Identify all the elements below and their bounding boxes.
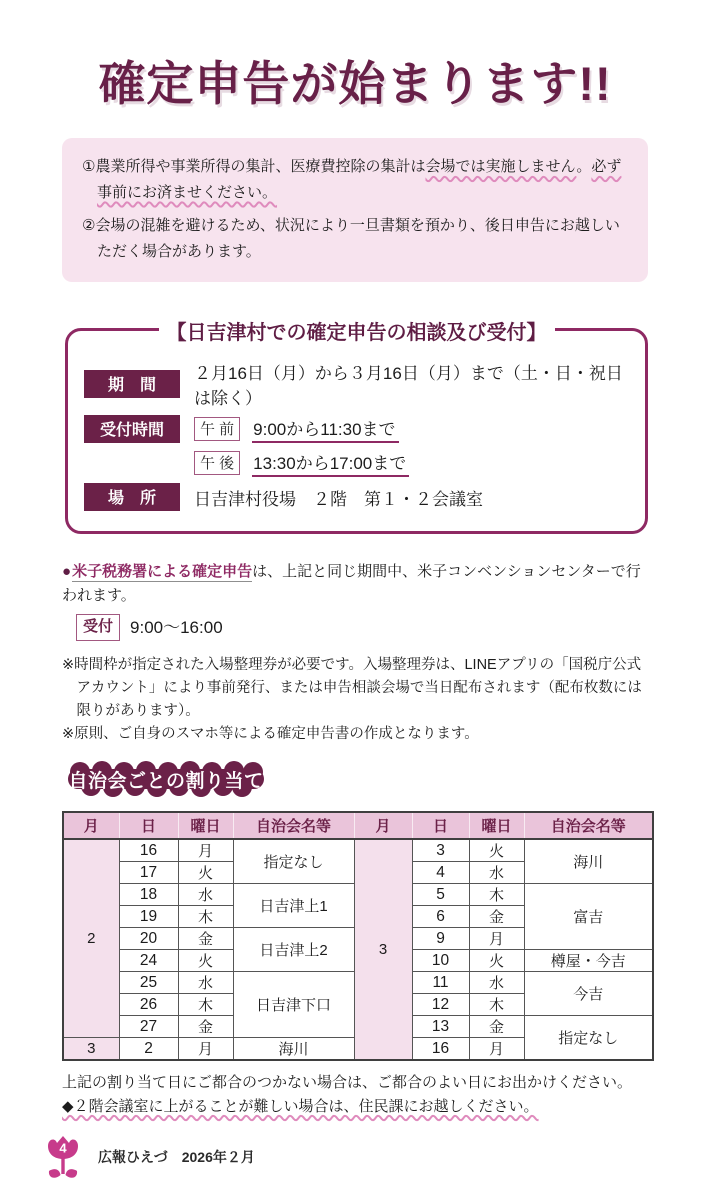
weekday-cell: 火 bbox=[178, 862, 233, 884]
yonago-lead bbox=[62, 560, 654, 608]
period-value: ２月16日（月）から３月16日（月）まで（土・日・祝日は除く） bbox=[194, 364, 623, 409]
notice-item-1-marker: ① bbox=[82, 158, 96, 176]
weekday-cell: 火 bbox=[178, 950, 233, 972]
consultation-box-title: 【日吉津村での確定申告の相談及び受付】 bbox=[159, 316, 555, 345]
assignment-table bbox=[62, 811, 654, 1061]
association-cell: 指定なし bbox=[524, 1016, 653, 1061]
day-cell: 16 bbox=[412, 1038, 469, 1061]
table-header-cell: 自治会名等 bbox=[524, 812, 653, 839]
month-cell: 2 bbox=[63, 839, 119, 1038]
day-cell: 20 bbox=[119, 928, 178, 950]
notice-item-2 bbox=[82, 213, 628, 264]
day-cell: 27 bbox=[119, 1016, 178, 1038]
weekday-cell: 金 bbox=[178, 1016, 233, 1038]
weekday-cell: 木 bbox=[178, 994, 233, 1016]
place-value: 日吉津村役場 ２階 第１・２会議室 bbox=[194, 489, 483, 509]
day-cell: 6 bbox=[412, 906, 469, 928]
page-footer bbox=[46, 1134, 710, 1181]
notice-item-1-emphasis-1: 会場では実施しません bbox=[425, 158, 577, 176]
page-number: 4 bbox=[59, 1140, 67, 1156]
am-hours-value: 9:00から11:30まで bbox=[252, 415, 398, 443]
yonago-tax-office-section bbox=[62, 560, 654, 746]
table-header-cell: 曜日 bbox=[178, 812, 233, 839]
association-cell: 今吉 bbox=[524, 972, 653, 1016]
place-label: 場 所 bbox=[84, 483, 180, 511]
notice-box bbox=[62, 138, 648, 282]
association-cell: 日吉津上1 bbox=[233, 884, 354, 928]
notice-item-1 bbox=[82, 154, 628, 205]
day-cell: 11 bbox=[412, 972, 469, 994]
table-header-cell: 月 bbox=[63, 812, 119, 839]
yonago-note-1: ※時間枠が指定された入場整理券が必要です。入場整理券は、LINEアプリの「国税庁公式アカウント」により事前発行、または申告相談会場で当日配布されます（配布枚数には限りがあります）。 bbox=[62, 656, 642, 719]
weekday-cell: 月 bbox=[469, 1038, 524, 1061]
notice-item-1-period: 。 bbox=[576, 158, 592, 176]
bullet-icon: ● bbox=[62, 563, 72, 581]
association-cell: 日吉津下口 bbox=[233, 972, 354, 1038]
association-cell: 指定なし bbox=[233, 839, 354, 884]
newsletter-page bbox=[0, 56, 710, 1166]
table-header-cell: 月 bbox=[354, 812, 412, 839]
publication-name: 広報ひえづ 2026年２月 bbox=[98, 1149, 255, 1166]
yonago-lead-text: は、上記と同じ期間中、米子コンベンションセンターで行われます。 bbox=[62, 563, 641, 605]
day-cell: 12 bbox=[412, 994, 469, 1016]
notice-item-1-emphasis-2: 必ず事前にお済ませください。 bbox=[97, 158, 622, 201]
weekday-cell: 水 bbox=[178, 884, 233, 906]
weekday-cell: 月 bbox=[178, 1038, 233, 1061]
hours-label: 受付時間 bbox=[84, 415, 180, 443]
assignment-section-title: 自治会ごとの割り当て bbox=[68, 770, 264, 792]
day-cell: 10 bbox=[412, 950, 469, 972]
association-cell: 海川 bbox=[233, 1038, 354, 1061]
day-cell: 3 bbox=[412, 839, 469, 862]
yonago-notes bbox=[62, 654, 654, 747]
consultation-box bbox=[65, 322, 648, 534]
period-row bbox=[84, 359, 629, 409]
weekday-cell: 火 bbox=[469, 950, 524, 972]
bottom-note-1: 上記の割り当て日にご都合のつかない場合は、ご都合のよい日にお出かけください。 bbox=[62, 1074, 633, 1092]
weekday-cell: 月 bbox=[178, 839, 233, 862]
yonago-lead-emphasis: 米子税務署による確定申告 bbox=[72, 563, 253, 581]
assignment-table-head bbox=[63, 812, 653, 839]
reception-tag: 受付 bbox=[76, 614, 120, 641]
notice-item-2-marker: ② bbox=[82, 217, 96, 235]
weekday-cell: 水 bbox=[469, 862, 524, 884]
weekday-cell: 水 bbox=[178, 972, 233, 994]
association-cell: 富吉 bbox=[524, 884, 653, 950]
weekday-cell: 金 bbox=[178, 928, 233, 950]
weekday-cell: 水 bbox=[469, 972, 524, 994]
association-cell: 海川 bbox=[524, 839, 653, 884]
bottom-notes bbox=[62, 1071, 710, 1118]
day-cell: 16 bbox=[119, 839, 178, 862]
pm-tag: 午 後 bbox=[194, 451, 240, 475]
hours-am-row bbox=[84, 415, 629, 443]
table-header-cell: 日 bbox=[412, 812, 469, 839]
day-cell: 2 bbox=[119, 1038, 178, 1061]
day-cell: 13 bbox=[412, 1016, 469, 1038]
bottom-note-2: ◆２階会議室に上がることが難しい場合は、住民課にお越しください。 bbox=[62, 1097, 539, 1115]
weekday-cell: 金 bbox=[469, 1016, 524, 1038]
period-label: 期 間 bbox=[84, 370, 180, 398]
page-title: 確定申告が始まります!! bbox=[98, 57, 612, 110]
month-cell: 3 bbox=[354, 839, 412, 1060]
assignment-section-badge bbox=[64, 760, 268, 798]
pm-hours-value: 13:30から17:00まで bbox=[252, 449, 409, 477]
association-cell: 樽屋・今吉 bbox=[524, 950, 653, 972]
day-cell: 19 bbox=[119, 906, 178, 928]
weekday-cell: 木 bbox=[469, 994, 524, 1016]
tulip-page-number-icon bbox=[46, 1134, 80, 1181]
table-row bbox=[63, 839, 653, 862]
weekday-cell: 木 bbox=[178, 906, 233, 928]
day-cell: 18 bbox=[119, 884, 178, 906]
hours-pm-row bbox=[84, 449, 629, 477]
table-header-cell: 日 bbox=[119, 812, 178, 839]
weekday-cell: 火 bbox=[469, 839, 524, 862]
day-cell: 5 bbox=[412, 884, 469, 906]
table-header-cell: 曜日 bbox=[469, 812, 524, 839]
day-cell: 17 bbox=[119, 862, 178, 884]
weekday-cell: 木 bbox=[469, 884, 524, 906]
table-header-cell: 自治会名等 bbox=[233, 812, 354, 839]
day-cell: 26 bbox=[119, 994, 178, 1016]
day-cell: 24 bbox=[119, 950, 178, 972]
association-cell: 日吉津上2 bbox=[233, 928, 354, 972]
yonago-reception-row bbox=[76, 614, 654, 641]
reception-hours-value: 9:00～16:00 bbox=[130, 618, 223, 638]
month-cell: 3 bbox=[63, 1038, 119, 1061]
notice-item-1-text: 農業所得や事業所得の集計、医療費控除の集計は bbox=[95, 158, 426, 176]
day-cell: 4 bbox=[412, 862, 469, 884]
day-cell: 9 bbox=[412, 928, 469, 950]
yonago-note-2: ※原則、ご自身のスマホ等による確定申告書の作成となります。 bbox=[62, 726, 479, 743]
am-tag: 午 前 bbox=[194, 417, 240, 441]
place-row bbox=[84, 483, 629, 511]
assignment-table-body bbox=[63, 839, 653, 1060]
weekday-cell: 月 bbox=[469, 928, 524, 950]
weekday-cell: 金 bbox=[469, 906, 524, 928]
day-cell: 25 bbox=[119, 972, 178, 994]
notice-item-2-text: 会場の混雑を避けるため、状況により一旦書類を預かり、後日申告にお越しいただく場合があります。 bbox=[95, 217, 620, 260]
